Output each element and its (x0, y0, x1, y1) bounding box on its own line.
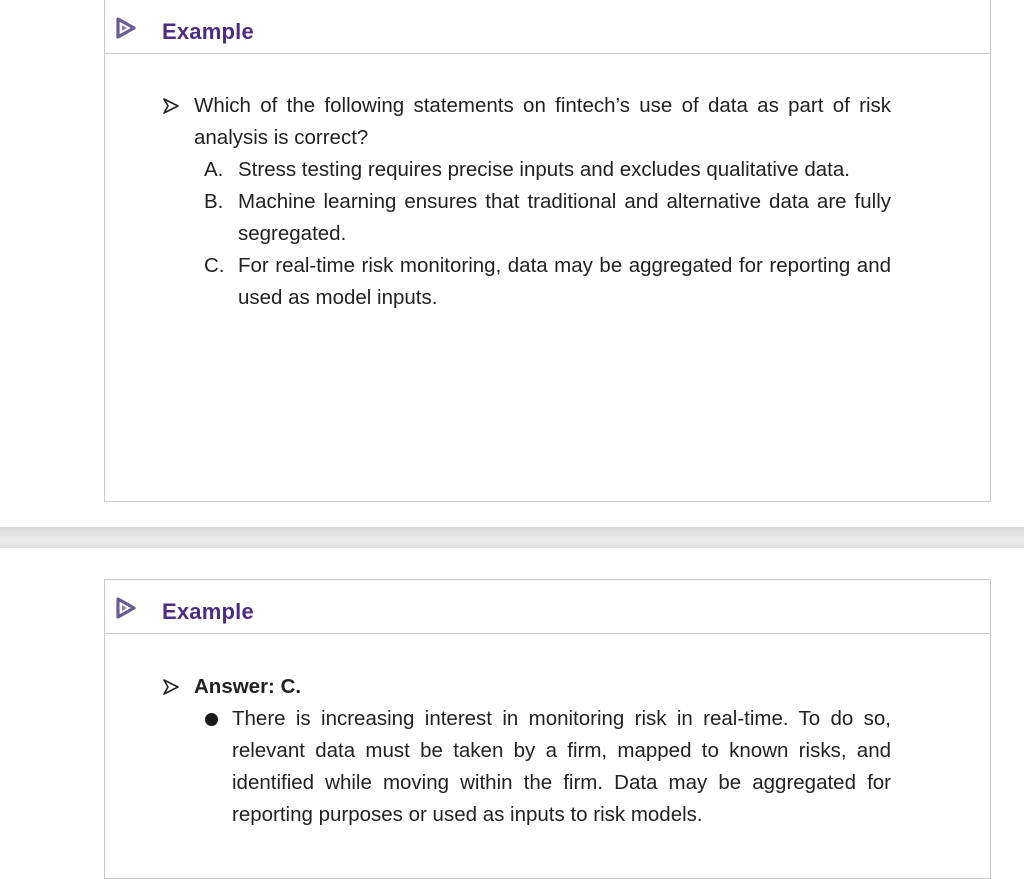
question (161, 90, 891, 154)
answer (161, 671, 891, 703)
option-a (204, 154, 891, 186)
dot-bullet-icon (205, 713, 218, 726)
option-letter: A. (204, 158, 224, 181)
option-letter: C. (204, 254, 225, 277)
slide-header (105, 580, 990, 634)
slide-answer (104, 579, 991, 879)
option-c (204, 250, 891, 314)
options-list (161, 154, 891, 314)
option-letter: B. (204, 190, 224, 213)
arrow-bullet-icon (163, 98, 179, 114)
answer-block (161, 671, 891, 831)
question-text: Which of the following statements on fintech’s use of data as part of risk analysis is correct? (194, 94, 891, 149)
page-separator (0, 527, 1024, 548)
brand-play-icon (115, 597, 137, 619)
slide-title: Example (162, 19, 254, 44)
option-text: Stress testing requires precise inputs and excludes qualitative data. (238, 158, 850, 181)
answer-text: Answer: C. (194, 675, 302, 698)
arrow-bullet-icon (163, 679, 179, 695)
explanation-text: There is increasing interest in monitoring risk in real-time. To do so, relevant data must be taken by a firm, mapped to known risks, and identified while moving within the firm. Data may be aggregated for reporting purposes or used as inputs to risk models. (232, 707, 891, 826)
question-block (161, 90, 891, 314)
option-text: For real-time risk monitoring, data may be aggregated for reporting and used as model inputs. (238, 254, 891, 309)
explanation (232, 703, 891, 831)
slide-header (105, 0, 990, 54)
option-b (204, 186, 891, 250)
option-text: Machine learning ensures that traditional and alternative data are fully segregated. (238, 190, 891, 245)
slide-question (104, 0, 991, 502)
slide-title: Example (162, 599, 254, 624)
brand-play-icon (115, 17, 137, 39)
